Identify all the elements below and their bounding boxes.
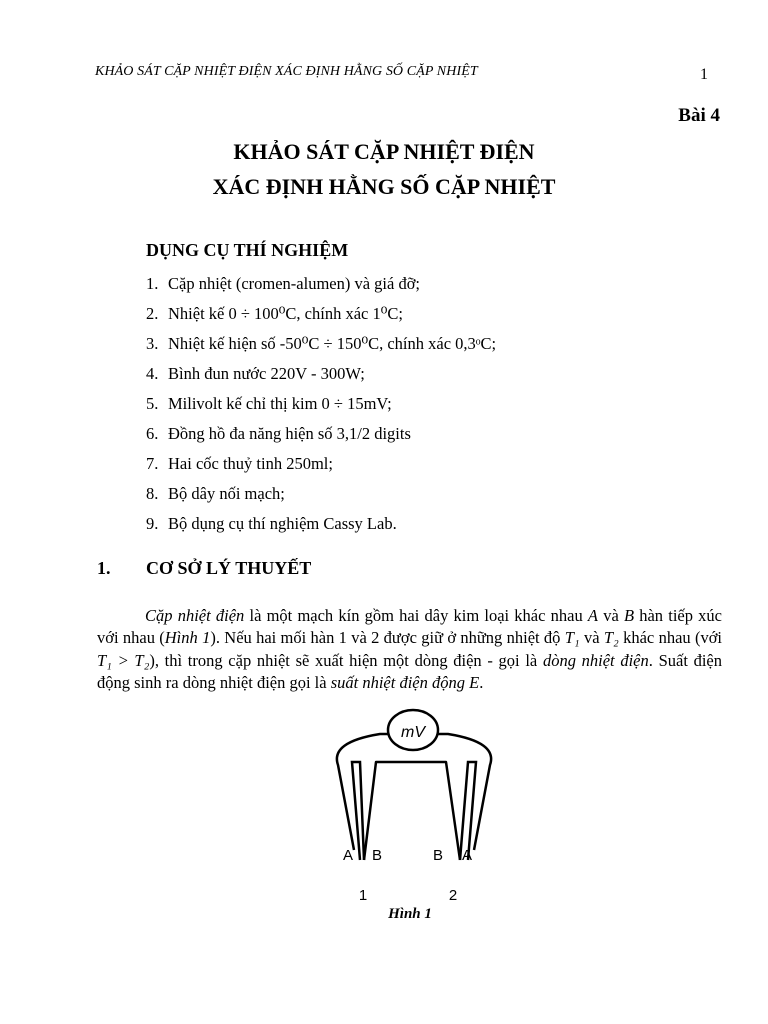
theory-paragraph [97, 605, 722, 695]
list-item-number: 8. [146, 484, 159, 503]
figure-reference: Hình 1 [164, 628, 211, 647]
list-item [146, 419, 496, 449]
list-item [146, 479, 496, 509]
list-item-text: Bộ dây nối mạch; [168, 484, 285, 503]
list-item-number: 1. [146, 274, 159, 293]
text-run: và [598, 605, 624, 625]
list-item-text: Cặp nhiệt (cromen-alumen) và giá đỡ; [168, 274, 421, 293]
text-run: ), thì trong cặp nhiệt sẽ xuất hiện một dòng điện - gọi là [149, 650, 543, 670]
text-run: . [479, 673, 484, 692]
label-a-right: A [462, 847, 473, 864]
junction-2-label: 2 [448, 887, 458, 904]
list-item [146, 299, 496, 329]
meter-label: mV [401, 724, 425, 741]
temperature-t2: T₂ [603, 628, 619, 647]
list-item [146, 449, 496, 479]
temperature-t1: T₁ [564, 628, 580, 647]
right-junction-leg [460, 762, 476, 860]
list-item-number: 3. [146, 334, 159, 353]
lesson-label: Bài 4 [678, 105, 720, 126]
page-number: 1 [700, 66, 708, 83]
equipment-heading: DỤNG CỤ THÍ NGHIỆM [146, 240, 349, 260]
list-item [146, 269, 496, 299]
label-a-left: A [343, 847, 354, 864]
list-item [146, 359, 496, 389]
list-item-number: 7. [146, 454, 159, 473]
text-run: ). Nếu hai mối hàn 1 và 2 được giữ ở những nhiệt độ [210, 628, 565, 647]
list-item [146, 509, 496, 539]
list-item-number: 9. [146, 514, 159, 533]
thermocouple-figure [300, 700, 530, 910]
text-run: . Suất điện động sinh ra dòng nhiệt điện gọi là [97, 650, 723, 692]
list-item-text: Đồng hồ đa năng hiện số 3,1/2 digits [168, 424, 411, 443]
list-item-text: Bộ dụng cụ thí nghiệm Cassy Lab. [168, 514, 397, 533]
list-item-text: Milivolt kế chỉ thị kim 0 ÷ 15mV; [168, 394, 392, 413]
list-item-text: Nhiệt kế 0 ÷ 100⁰C, chính xác 1⁰C; [168, 304, 403, 323]
junction-1-label: 1 [358, 887, 368, 904]
list-item-text: Bình đun nước 220V - 300W; [168, 364, 365, 383]
equipment-list [146, 269, 496, 539]
text-run: khác nhau (với [618, 628, 723, 647]
figure-caption: Hình 1 [388, 906, 432, 922]
list-item-number: 2. [146, 304, 159, 323]
list-item [146, 389, 496, 419]
text-run: và [579, 628, 604, 647]
temperature-inequality: T₁ > T₂ [97, 650, 150, 670]
inner-wire [364, 762, 460, 860]
list-item [146, 329, 496, 359]
list-item-text: Hai cốc thuỷ tinh 250ml; [168, 454, 333, 473]
list-item-number: 5. [146, 394, 159, 413]
text-run: hàn tiếp xúc với nhau ( [97, 605, 723, 647]
section-title: CƠ SỞ LÝ THUYẾT [146, 558, 312, 578]
text-run: là một mạch kín gồm hai dây kim loại khác nhau [244, 605, 588, 625]
label-b-left: B [372, 847, 383, 864]
theory-heading [97, 558, 311, 579]
section-number: 1. [97, 558, 111, 578]
title-line-2: XÁC ĐỊNH HẰNG SỐ CẶP NHIỆT [212, 174, 556, 199]
label-b-right: B [433, 847, 444, 864]
wire-a: A [587, 605, 598, 625]
term-thermoelectric-emf: suất nhiệt điện động E [330, 673, 480, 692]
wire-b: B [623, 605, 635, 625]
list-item-number: 4. [146, 364, 159, 383]
term-thermoelectric-current: dòng nhiệt điện [542, 650, 649, 670]
running-header: KHẢO SÁT CẶP NHIỆT ĐIỆN XÁC ĐỊNH HẰNG SỐ CẶP NHIỆT [95, 64, 478, 79]
term-thermocouple: Cặp nhiệt điện [145, 605, 245, 625]
list-item-number: 6. [146, 424, 159, 443]
title-line-1: KHẢO SÁT CẶP NHIỆT ĐIỆN [233, 139, 535, 164]
list-item-text: Nhiệt kế hiện số -50⁰C ÷ 150⁰C, chính xác 0,3ᵒC; [168, 334, 497, 353]
